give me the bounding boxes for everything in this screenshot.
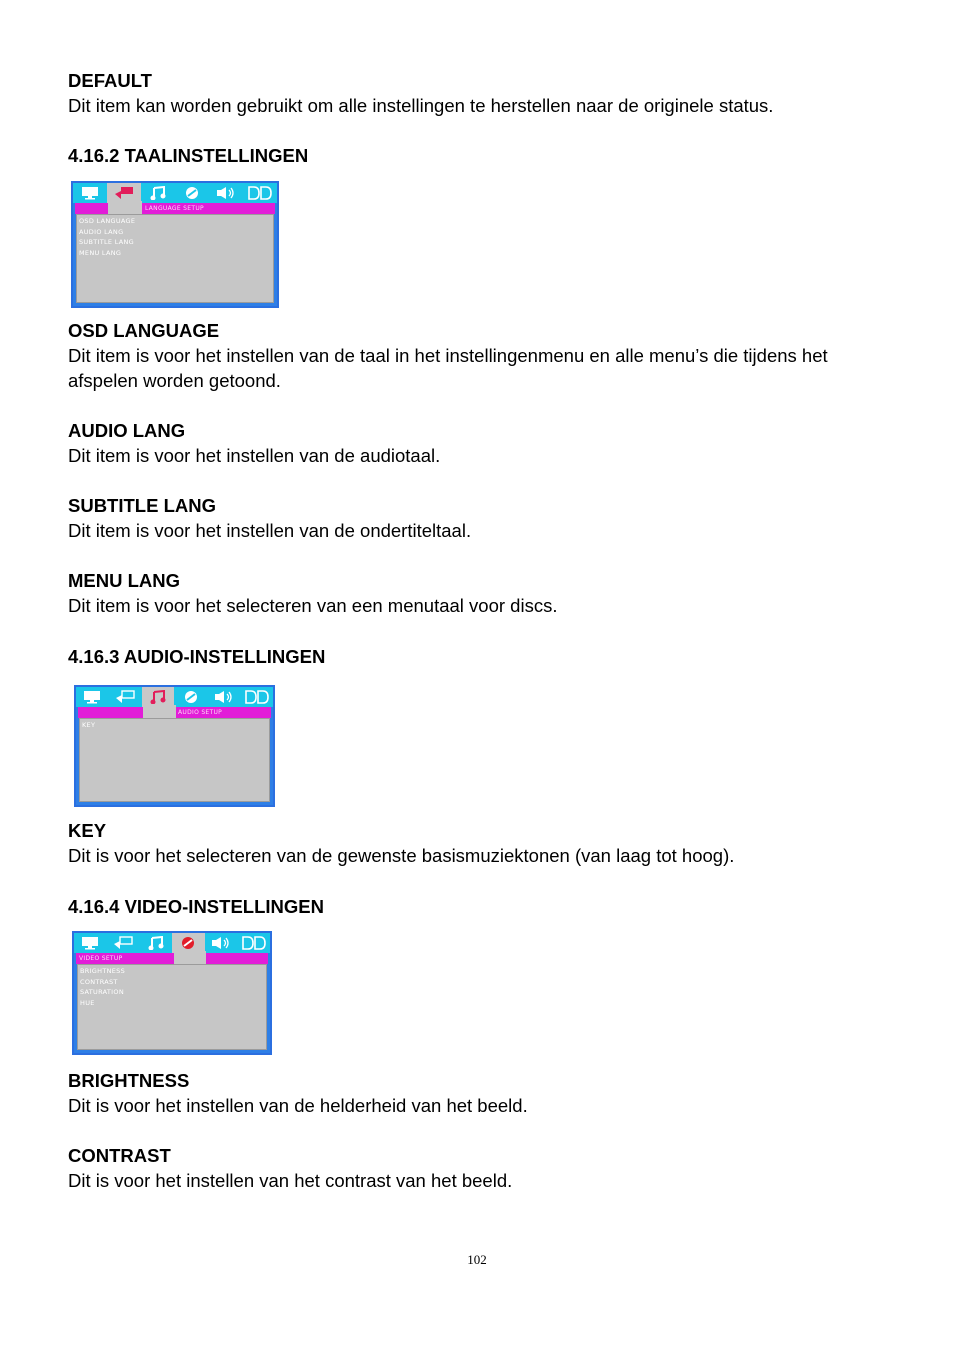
dolby-icon	[237, 933, 270, 953]
menu-items	[82, 720, 95, 731]
menu-panel	[79, 718, 270, 802]
section-menu-lang	[68, 568, 888, 618]
active-tab-slot	[108, 201, 142, 215]
dolby-icon	[243, 183, 277, 203]
text-menu-lang: Dit item is voor het selecteren van een menutaal voor discs.	[68, 595, 558, 616]
menu-item: KEY	[82, 721, 96, 729]
menu-icon-bar	[74, 933, 270, 953]
volume-icon	[207, 687, 240, 707]
menu-item: CONTRAST	[80, 977, 118, 986]
menu-icon-bar	[73, 183, 277, 203]
monitor-icon	[76, 687, 109, 707]
section-title-language	[68, 143, 888, 168]
text-osd-language-1: Dit item is voor het instellen van de taal in het instellingenmenu en alle menu’s die tijdens het	[68, 345, 828, 366]
video-disc-icon	[174, 687, 207, 707]
heading-language-settings: 4.16.2 TAALINSTELLINGEN	[68, 145, 309, 166]
heading-default: DEFAULT	[68, 70, 152, 91]
menu-bar-title: LANGUAGE SETUP	[145, 205, 204, 212]
video-disc-icon	[172, 933, 205, 953]
active-tab-slot	[143, 705, 176, 719]
speaker-language-icon	[107, 183, 141, 203]
section-contrast	[68, 1143, 888, 1193]
page-number: 102	[467, 1252, 487, 1267]
menu-item: AUDIO LANG	[79, 227, 124, 236]
menu-bar-title: VIDEO SETUP	[79, 955, 123, 962]
menu-item: HUE	[80, 998, 95, 1007]
section-osd-language	[68, 318, 888, 393]
heading-subtitle-lang: SUBTITLE LANG	[68, 495, 216, 516]
monitor-icon	[74, 933, 107, 953]
menu-items	[79, 216, 135, 258]
section-subtitle-lang	[68, 493, 888, 543]
monitor-icon	[73, 183, 107, 203]
menu-items	[80, 966, 125, 1008]
heading-contrast: CONTRAST	[68, 1145, 171, 1166]
volume-icon	[209, 183, 243, 203]
menu-item: OSD LANGUAGE	[79, 217, 136, 225]
menu-bar-title: AUDIO SETUP	[178, 709, 223, 716]
section-brightness	[68, 1068, 888, 1118]
text-brightness: Dit is voor het instellen van de helderheid van het beeld.	[68, 1095, 528, 1116]
heading-brightness: BRIGHTNESS	[68, 1070, 190, 1091]
text-default: Dit item kan worden gebruikt om alle instellingen te herstellen naar de originele status.	[68, 95, 774, 116]
heading-key: KEY	[68, 820, 107, 841]
dolby-icon	[240, 687, 273, 707]
volume-icon	[205, 933, 238, 953]
music-note-icon	[139, 933, 172, 953]
text-key: Dit is voor het selecteren van de gewenste basismuziektonen (van laag tot hoog).	[68, 845, 735, 866]
section-audio-lang	[68, 418, 888, 468]
speaker-language-icon	[109, 687, 142, 707]
section-default	[68, 68, 888, 118]
active-tab-slot	[174, 951, 206, 965]
heading-osd-language: OSD LANGUAGE	[68, 320, 220, 341]
audio-setup-screen	[74, 685, 275, 807]
menu-item: SATURATION	[80, 988, 124, 996]
heading-audio-lang: AUDIO LANG	[68, 420, 186, 441]
heading-menu-lang: MENU LANG	[68, 570, 181, 591]
section-title-audio	[68, 644, 888, 669]
text-contrast: Dit is voor het instellen van het contrast van het beeld.	[68, 1170, 513, 1191]
section-key	[68, 818, 888, 868]
heading-audio-settings: 4.16.3 AUDIO-INSTELLINGEN	[68, 646, 326, 667]
section-title-video	[68, 894, 888, 919]
text-audio-lang: Dit item is voor het instellen van de audiotaal.	[68, 445, 441, 466]
video-disc-icon	[175, 183, 209, 203]
heading-video-settings: 4.16.4 VIDEO-INSTELLINGEN	[68, 896, 324, 917]
video-setup-screen	[72, 931, 272, 1055]
music-note-icon	[141, 183, 175, 203]
menu-icon-bar	[76, 687, 273, 707]
text-osd-language-2: afspelen worden getoond.	[68, 370, 281, 391]
language-setup-screen	[71, 181, 279, 308]
music-note-icon	[142, 687, 175, 707]
menu-item: SUBTITLE LANG	[79, 238, 135, 246]
menu-item: MENU LANG	[79, 248, 122, 257]
menu-item: BRIGHTNESS	[80, 967, 126, 975]
text-subtitle-lang: Dit item is voor het instellen van de ondertiteltaal.	[68, 520, 472, 541]
speaker-language-icon	[107, 933, 140, 953]
